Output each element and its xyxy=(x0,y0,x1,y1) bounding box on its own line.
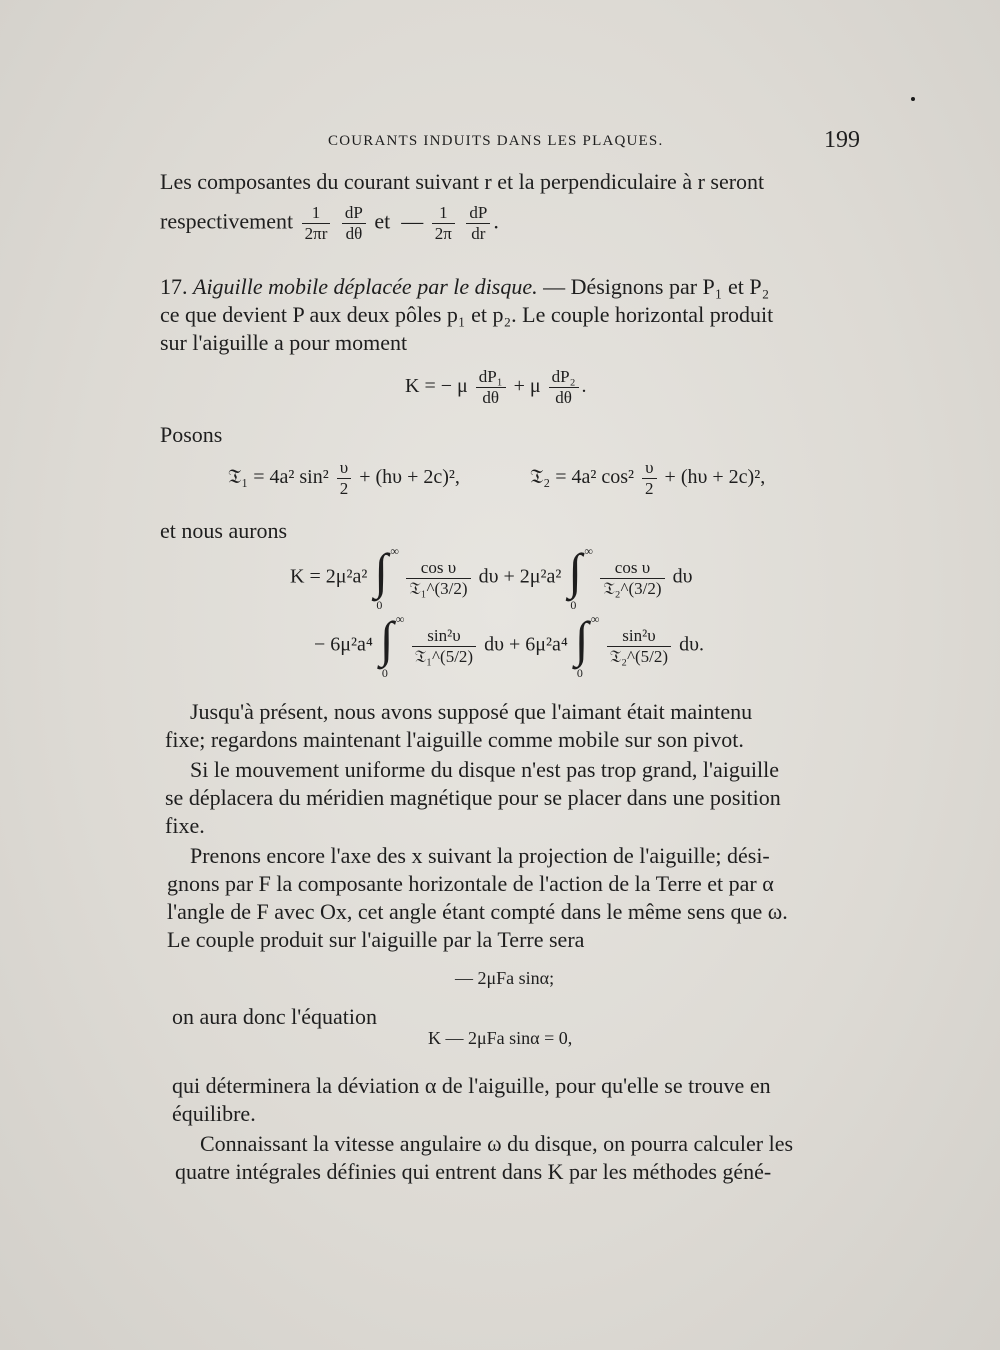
text-line: Connaissant la vitesse angulaire ω du disque, on pourra calculer les xyxy=(200,1131,794,1156)
text-line: Posons xyxy=(160,422,223,447)
text-fragment: respectivement xyxy=(160,208,294,234)
integral-sign: ∫ ∞ 0 xyxy=(379,611,405,680)
text-line: se déplacera du méridien magnétique pour se placer dans une position xyxy=(165,785,781,810)
denominator: 𝔗₁^(5/2) xyxy=(414,646,474,666)
running-title: COURANTS INDUITS DANS LES PLAQUES. xyxy=(328,133,664,149)
upper-bound: ∞ xyxy=(584,544,593,558)
text-line: et nous aurons xyxy=(160,518,288,543)
lower-bound: 0 xyxy=(570,598,577,612)
fraction xyxy=(466,203,490,244)
formula-part: dυ + 6μ²a⁴ xyxy=(484,633,568,656)
numerator: υ xyxy=(642,458,657,479)
text-line: équilibre. xyxy=(172,1101,256,1126)
formula-part: + (hυ + 2c)², xyxy=(664,466,766,489)
formula-part: 𝔗₁ = 4a² sin² xyxy=(228,466,329,489)
lower-bound: 0 xyxy=(376,598,383,612)
page-number: 199 xyxy=(824,127,860,153)
denominator: 𝔗₂^(5/2) xyxy=(609,646,669,666)
running-header xyxy=(160,127,860,157)
text-line-with-fractions: respectivement $\frac{1}{2\pi r}$ $\frac{dP}{d\theta}$ et — $\frac{1}{2\pi}$ $\frac{dP}{dr}$ . xyxy=(160,203,499,243)
text-line: Si le mouvement uniforme du disque n'est pas trop grand, l'aiguille xyxy=(190,757,779,782)
upper-bound: ∞ xyxy=(590,612,600,626)
fraction xyxy=(412,626,476,667)
fraction xyxy=(302,203,331,244)
formula-K: K = − μ $\frac{\text{dP₁}}{d\theta}$ + μ $\frac{\text{dP₂}}{d\theta}$ . xyxy=(405,367,587,407)
numerator: sin²υ xyxy=(607,626,671,647)
formula-part: dυ xyxy=(672,565,693,588)
fraction xyxy=(642,458,657,499)
fraction xyxy=(600,558,664,599)
text-line: gnons par F la composante horizontale de l'action de la Terre et par α xyxy=(167,871,774,896)
text-line: Jusqu'à présent, nous avons supposé que l'aimant était maintenu xyxy=(190,699,753,724)
denominator: 𝔗₁^(3/2) xyxy=(409,578,468,598)
numerator: cos υ xyxy=(600,558,664,579)
section-number: 17. xyxy=(160,274,188,299)
formula-part: dυ. xyxy=(679,633,704,656)
numerator: 1 xyxy=(302,203,331,224)
formula-T2 xyxy=(530,458,765,499)
fraction xyxy=(549,367,579,408)
lower-bound: 0 xyxy=(381,666,388,680)
denominator: 2 xyxy=(645,479,654,498)
formula-couple: — 2μFa sinα; xyxy=(455,968,555,988)
numerator: 1 xyxy=(432,203,455,224)
upper-bound: ∞ xyxy=(395,612,405,626)
fraction xyxy=(406,558,470,599)
lower-bound: 0 xyxy=(576,666,583,680)
formula-K-integrals-1 xyxy=(290,543,693,612)
fraction xyxy=(607,626,671,667)
formula-T1 xyxy=(228,458,460,499)
text-line: fixe; regardons maintenant l'aiguille comme mobile sur son pivot. xyxy=(165,727,744,752)
denominator: 2π xyxy=(434,224,452,243)
text-line: quatre intégrales définies qui entrent dans K par les méthodes géné- xyxy=(175,1159,772,1184)
integral-sign: ∫ ∞ 0 xyxy=(574,611,600,680)
denominator: 2πr xyxy=(304,224,328,243)
formula-part: 𝔗₂ = 4a² cos² xyxy=(530,466,635,489)
text-line: on aura donc l'équation xyxy=(172,1004,377,1029)
numerator: cos υ xyxy=(406,558,470,579)
formula-equation: K — 2μFa sinα = 0, xyxy=(428,1028,573,1048)
numerator: sin²υ xyxy=(412,626,476,647)
denominator: 2 xyxy=(339,479,349,498)
formula-part: dυ + 2μ²a² xyxy=(478,565,562,588)
denominator: 𝔗₂^(3/2) xyxy=(603,578,662,598)
text-line: qui déterminera la déviation α de l'aiguille, pour qu'elle se trouve en xyxy=(172,1073,771,1098)
denominator: dr xyxy=(471,224,486,243)
text-line: Le couple produit sur l'aiguille par la Terre sera xyxy=(167,927,585,952)
fraction xyxy=(432,203,455,244)
integral-sign: ∫ ∞ 0 xyxy=(568,543,593,612)
text-fragment: — Désignons par P₁ et P₂ xyxy=(543,274,770,299)
formula-part: + μ xyxy=(513,375,541,398)
section-heading-line xyxy=(160,273,860,301)
fraction xyxy=(476,367,506,408)
text-line: l'angle de F avec Ox, cet angle étant compté dans le même sens que ω. xyxy=(167,899,788,924)
fraction xyxy=(342,203,366,244)
formula-part: K = 2μ²a² xyxy=(290,565,368,588)
denominator: dθ xyxy=(555,388,572,407)
formula-part: K = − μ xyxy=(405,375,468,398)
fraction xyxy=(337,458,352,499)
formula-K-integrals-2 xyxy=(314,611,704,680)
numerator: υ xyxy=(337,458,352,479)
numerator: dP₂ xyxy=(549,367,579,388)
formula-part: + (hυ + 2c)², xyxy=(359,466,460,489)
integral-sign: ∫ ∞ 0 xyxy=(374,543,399,612)
text-line: Prenons encore l'axe des x suivant la projection de l'aiguille; dési- xyxy=(190,843,770,868)
formula-part: − 6μ²a⁴ xyxy=(314,633,373,656)
denominator: dθ xyxy=(482,388,499,407)
ink-speck xyxy=(911,97,915,101)
text-line: sur l'aiguille a pour moment xyxy=(160,330,408,355)
upper-bound: ∞ xyxy=(390,544,399,558)
numerator: dP xyxy=(466,203,490,224)
text-line: fixe. xyxy=(165,813,205,838)
section-title: Aiguille mobile déplacée par le disque. xyxy=(193,274,538,299)
numerator: dP xyxy=(342,203,366,224)
text-line: ce que devient P aux deux pôles p₁ et p₂. Le couple horizontal produit xyxy=(160,302,774,327)
numerator: dP₁ xyxy=(476,367,506,388)
text-line: Les composantes du courant suivant r et la perpendiculaire à r seront xyxy=(160,169,765,194)
denominator: dθ xyxy=(345,224,363,243)
text-fragment: et xyxy=(374,208,391,234)
